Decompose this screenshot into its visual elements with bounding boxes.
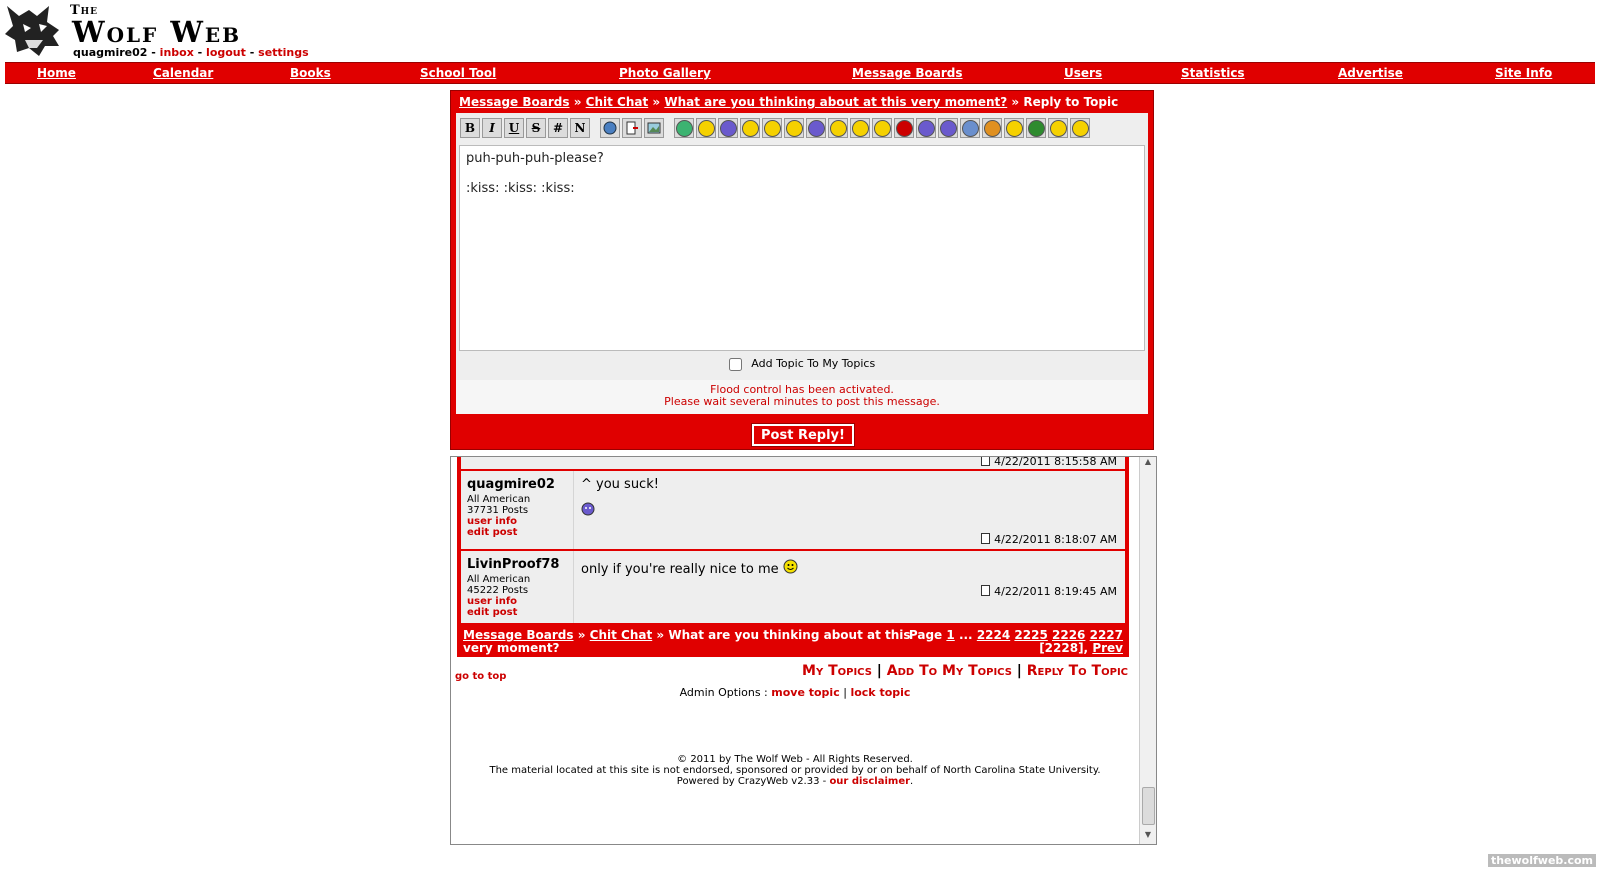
go-to-top-link[interactable]: go to top — [455, 671, 507, 682]
reply-form — [450, 90, 1154, 450]
crumb-message-boards[interactable]: Message Boards — [463, 628, 574, 642]
admin-options: Admin Options : move topic | lock topic — [679, 686, 911, 699]
document-icon[interactable] — [981, 533, 990, 544]
author-post-count: 45222 Posts — [467, 585, 529, 596]
logo-wolf-web[interactable]: Wolf Web — [72, 15, 242, 49]
editor-area — [456, 113, 1148, 413]
crumb-message-boards[interactable]: Message Boards — [459, 95, 570, 109]
message-textarea[interactable]: puh-puh-puh-please? :kiss: :kiss: :kiss: — [459, 145, 1145, 351]
smiley-icon[interactable] — [872, 118, 892, 138]
post-text: ^ you suck! — [581, 477, 659, 492]
crumb-sep: » — [652, 95, 661, 109]
post-timestamp: 4/22/2011 8:19:45 AM — [981, 585, 1117, 598]
insert-link-icon[interactable] — [600, 118, 620, 138]
edit-post-link[interactable]: edit post — [467, 607, 518, 618]
watermark: thewolfweb.com — [1488, 854, 1596, 867]
nav-home[interactable]: Home — [37, 66, 76, 80]
smiley-icon[interactable] — [916, 118, 936, 138]
flood-control-message — [456, 380, 1148, 414]
nav-site-info[interactable]: Site Info — [1495, 66, 1553, 80]
add-topic-label: Add Topic To My Topics — [751, 357, 876, 370]
strike-button[interactable]: S — [526, 118, 546, 138]
page-link[interactable]: 2227 — [1089, 628, 1123, 642]
smiley-icon — [581, 502, 595, 516]
smiley-icon[interactable] — [740, 118, 760, 138]
post-timestamp: 4/22/2011 8:18:07 AM — [981, 533, 1117, 546]
smiley-icon[interactable] — [718, 118, 738, 138]
scrollbar[interactable] — [1139, 457, 1156, 844]
current-page: [2228], — [1039, 641, 1089, 655]
crumb-chit-chat[interactable]: Chit Chat — [585, 95, 649, 109]
crumb-topic-text: What are you thinking about at this very moment? — [463, 628, 911, 655]
smiley-icon[interactable] — [982, 118, 1002, 138]
nav-photo-gallery[interactable]: Photo Gallery — [619, 66, 711, 80]
hash-button[interactable]: # — [548, 118, 568, 138]
lock-topic-link[interactable]: lock topic — [850, 686, 911, 699]
smiley-icon[interactable] — [850, 118, 870, 138]
nav-calendar[interactable]: Calendar — [153, 66, 214, 80]
author-meta — [467, 574, 530, 618]
post-author: LivinProof78 — [467, 557, 560, 572]
document-icon[interactable] — [981, 585, 990, 596]
post-body — [581, 559, 798, 577]
scroll-down-icon[interactable]: ▼ — [1144, 830, 1152, 839]
move-topic-link[interactable]: move topic — [771, 686, 840, 699]
my-topics-link[interactable]: My Topics — [802, 663, 872, 679]
crumb-chit-chat[interactable]: Chit Chat — [589, 628, 653, 642]
reply-to-topic-link[interactable]: Reply To Topic — [1026, 663, 1128, 679]
scroll-up-icon[interactable]: ▲ — [1144, 457, 1152, 466]
username: quagmire02 — [73, 46, 148, 59]
post-reply-button[interactable]: Post Reply! — [752, 424, 854, 446]
post-item — [461, 471, 1125, 549]
post-item — [461, 457, 1125, 469]
nav-statistics[interactable]: Statistics — [1181, 66, 1245, 80]
smiley-icon[interactable] — [784, 118, 804, 138]
smiley-icon[interactable] — [938, 118, 958, 138]
author-column — [461, 551, 574, 623]
author-meta — [467, 494, 530, 538]
topic-links: My Topics | Add To My Topics | Reply To Topic — [802, 663, 1128, 679]
crumb-current: » Reply to Topic — [1011, 95, 1119, 109]
crumb-topic[interactable]: What are you thinking about at this very moment? — [664, 95, 1008, 109]
main-nav — [5, 62, 1595, 84]
page-link[interactable]: 2225 — [1014, 628, 1048, 642]
underline-button[interactable]: U — [504, 118, 524, 138]
smiley-icon[interactable] — [1004, 118, 1024, 138]
author-rank: All American — [467, 494, 531, 505]
smiley-icon[interactable] — [1048, 118, 1068, 138]
wolf-logo-icon[interactable] — [3, 2, 65, 58]
user-line: quagmire02 - inbox - logout - settings — [73, 46, 309, 59]
document-icon[interactable] — [981, 456, 990, 466]
format-toolbar — [460, 117, 1090, 139]
site-header — [0, 0, 1600, 62]
post-body — [581, 477, 659, 520]
add-topic-checkbox[interactable] — [729, 358, 742, 371]
flood-line-2: Please wait several minutes to post this message. — [664, 395, 940, 408]
posts-list — [457, 457, 1129, 627]
logo-the: The — [70, 3, 99, 18]
user-info-link[interactable]: user info — [467, 516, 518, 527]
logout-link[interactable]: logout — [206, 46, 246, 59]
insert-quote-icon[interactable] — [622, 118, 642, 138]
scroll-thumb[interactable] — [1142, 787, 1155, 825]
smiley-icon[interactable] — [960, 118, 980, 138]
flood-line-1: Flood control has been activated. — [710, 383, 894, 396]
settings-link[interactable]: settings — [258, 46, 309, 59]
author-rank: All American — [467, 574, 531, 585]
bold-button[interactable]: B — [460, 118, 480, 138]
n-button[interactable]: N — [570, 118, 590, 138]
nav-message-boards[interactable]: Message Boards — [852, 66, 963, 80]
post-timestamp: 4/22/2011 8:15:58 AM — [981, 456, 1117, 468]
breadcrumb-top — [459, 95, 1118, 109]
insert-image-icon[interactable] — [644, 118, 664, 138]
breadcrumb-bottom: Message Boards » Chit Chat » What are you thinking about at this very moment? Page 1 ... 2224 2225 2226 2227 [2228], Prev — [457, 627, 1129, 657]
disclaimer-link[interactable]: our disclaimer — [829, 776, 911, 787]
smiley-icon — [783, 559, 798, 574]
pagination: Page 1 ... 2224 2225 2226 2227 [2228], Prev — [908, 628, 1123, 655]
nav-school-tool[interactable]: School Tool — [420, 66, 497, 80]
topic-review-frame[interactable] — [450, 456, 1157, 845]
smiley-icon[interactable] — [806, 118, 826, 138]
nav-users[interactable]: Users — [1064, 66, 1103, 80]
italic-button[interactable]: I — [482, 118, 502, 138]
crumb-sep: » — [573, 95, 582, 109]
prev-page-link[interactable]: Prev — [1092, 641, 1123, 655]
smiley-icon[interactable] — [828, 118, 848, 138]
site-footer: © 2011 by The Wolf Web - All Rights Reserved. The material located at this site is not endorsed, sponsored or provided by or on behalf of North Carolina State University. Powered by CrazyWeb v2.33 - our disclaimer. — [489, 754, 1101, 787]
inbox-link[interactable]: inbox — [159, 46, 194, 59]
page-link[interactable]: 2224 — [976, 628, 1011, 642]
page-link[interactable]: 2226 — [1052, 628, 1086, 642]
smiley-icon[interactable] — [674, 118, 694, 138]
add-to-my-topics-link[interactable]: Add To My Topics — [886, 663, 1012, 679]
smiley-icon[interactable] — [1026, 118, 1046, 138]
smiley-icon[interactable] — [696, 118, 716, 138]
nav-advertise[interactable]: Advertise — [1338, 66, 1403, 80]
nav-books[interactable]: Books — [290, 66, 331, 80]
page-link[interactable]: 1 — [946, 628, 955, 642]
smiley-icon[interactable] — [894, 118, 914, 138]
author-post-count: 37731 Posts — [467, 505, 529, 516]
user-info-link[interactable]: user info — [467, 596, 518, 607]
post-author: quagmire02 — [467, 477, 555, 492]
post-text: only if you're really nice to me — [581, 562, 779, 577]
add-topic-row — [456, 357, 1148, 379]
author-column — [461, 471, 574, 549]
post-item — [461, 551, 1125, 623]
edit-post-link[interactable]: edit post — [467, 527, 518, 538]
smiley-icon[interactable] — [1070, 118, 1090, 138]
smiley-bar — [674, 118, 1090, 138]
smiley-icon[interactable] — [762, 118, 782, 138]
